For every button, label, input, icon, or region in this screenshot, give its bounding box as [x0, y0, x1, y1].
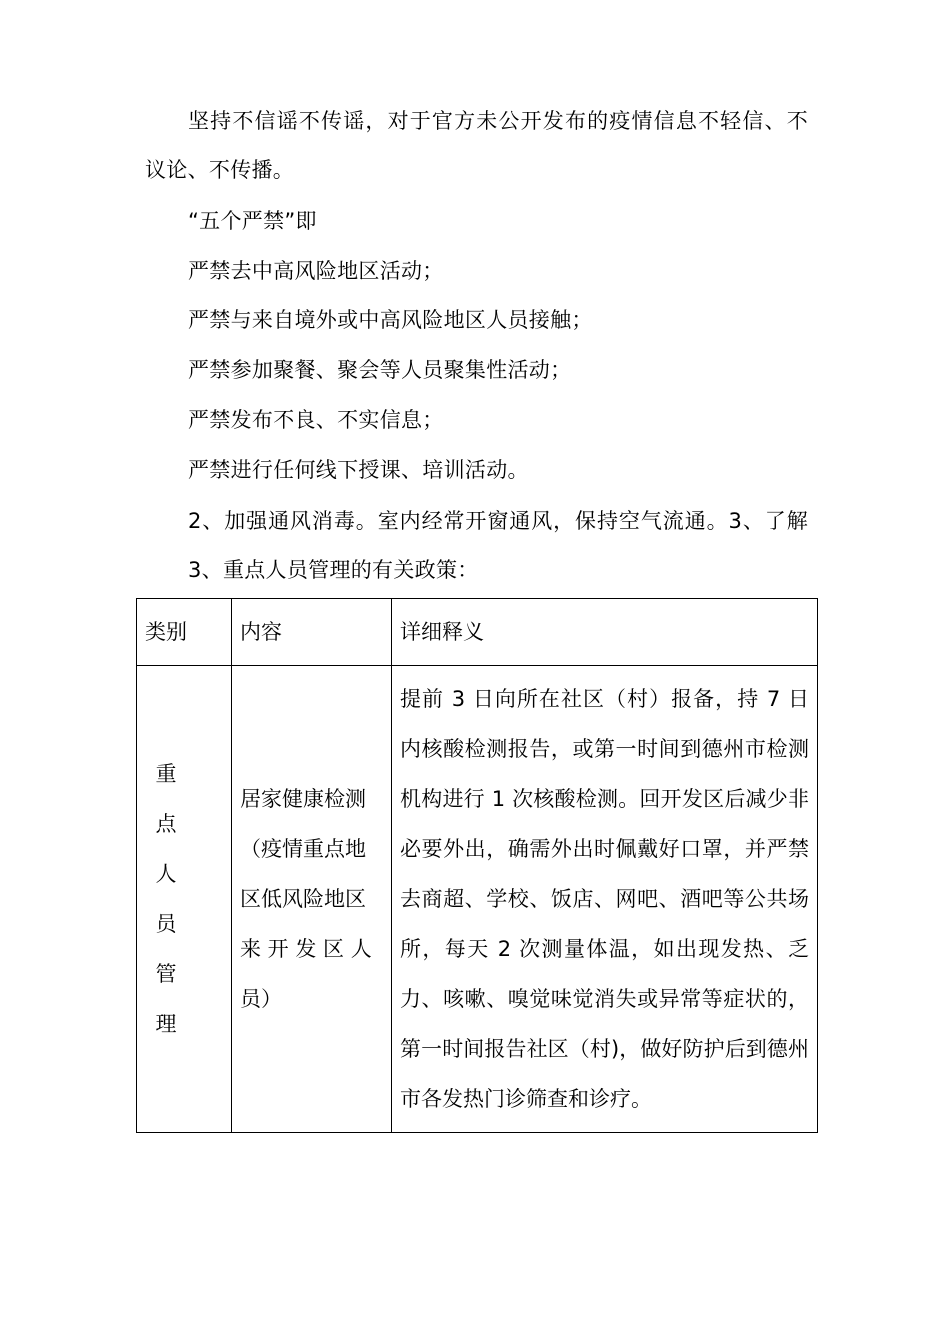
prohibition-item-2: 严禁与来自境外或中高风险地区人员接触；: [188, 308, 593, 332]
category-char: 点: [155, 812, 177, 836]
category-cell: [137, 666, 232, 1133]
category-char: 员: [155, 912, 177, 936]
policy-table: [136, 598, 818, 1133]
content-line: （疫情重点地: [240, 837, 366, 861]
header-content: 内容: [232, 599, 392, 666]
table-row: [137, 666, 818, 1133]
content-cell: [232, 666, 392, 1133]
prohibition-item-4: 严禁发布不良、不实信息；: [188, 408, 444, 432]
table-header-row: [137, 599, 818, 666]
content-line: 居家健康检测: [240, 787, 366, 811]
content-line: 来 开 发 区 人: [240, 937, 372, 961]
content-line: 员）: [240, 987, 282, 1011]
prohibition-item-3: 严禁参加聚餐、聚会等人员聚集性活动；: [188, 358, 572, 382]
paragraph-ventilation: 2、加强通风消毒。室内经常开窗通风，保持空气流通。3、了解: [188, 509, 808, 533]
header-detail: 详细释义: [392, 599, 818, 666]
category-vertical-text: [151, 749, 181, 1049]
prohibition-item-1: 严禁去中高风险地区活动；: [188, 259, 444, 283]
paragraph-five-prohibitions-title: “五个严禁”即: [188, 209, 317, 233]
paragraph-rumor-line2: 议论、不传播。: [145, 158, 295, 182]
category-char: 人: [155, 862, 177, 886]
header-category: 类别: [137, 599, 232, 666]
paragraph-rumor-line1: 坚持不信谣不传谣，对于官方未公开发布的疫情信息不轻信、不: [188, 109, 808, 133]
paragraph-policy-heading: 3、重点人员管理的有关政策：: [188, 558, 479, 582]
detail-cell: 提前 3 日向所在社区（村）报备，持 7 日内核酸检测报告，或第一时间到德州市检测机构进行 1 次核酸检测。回开发区后减少非必要外出，确需外出时佩戴好口罩，并严禁去商超、学校、饭店、网吧、酒吧等公共场所，每天 2 次测量体温，如出现发热、乏力、咳嗽、嗅觉味觉消失或异常等症状的，第一时间报告社区（村)，做好防护后到德州市各发热门诊筛查和诊疗。: [392, 666, 818, 1133]
category-char: 理: [155, 1012, 177, 1036]
category-char: 重: [155, 762, 177, 786]
prohibition-item-5: 严禁进行任何线下授课、培训活动。: [188, 458, 529, 482]
category-char: 管: [155, 962, 177, 986]
content-line: 区低风险地区: [240, 887, 366, 911]
